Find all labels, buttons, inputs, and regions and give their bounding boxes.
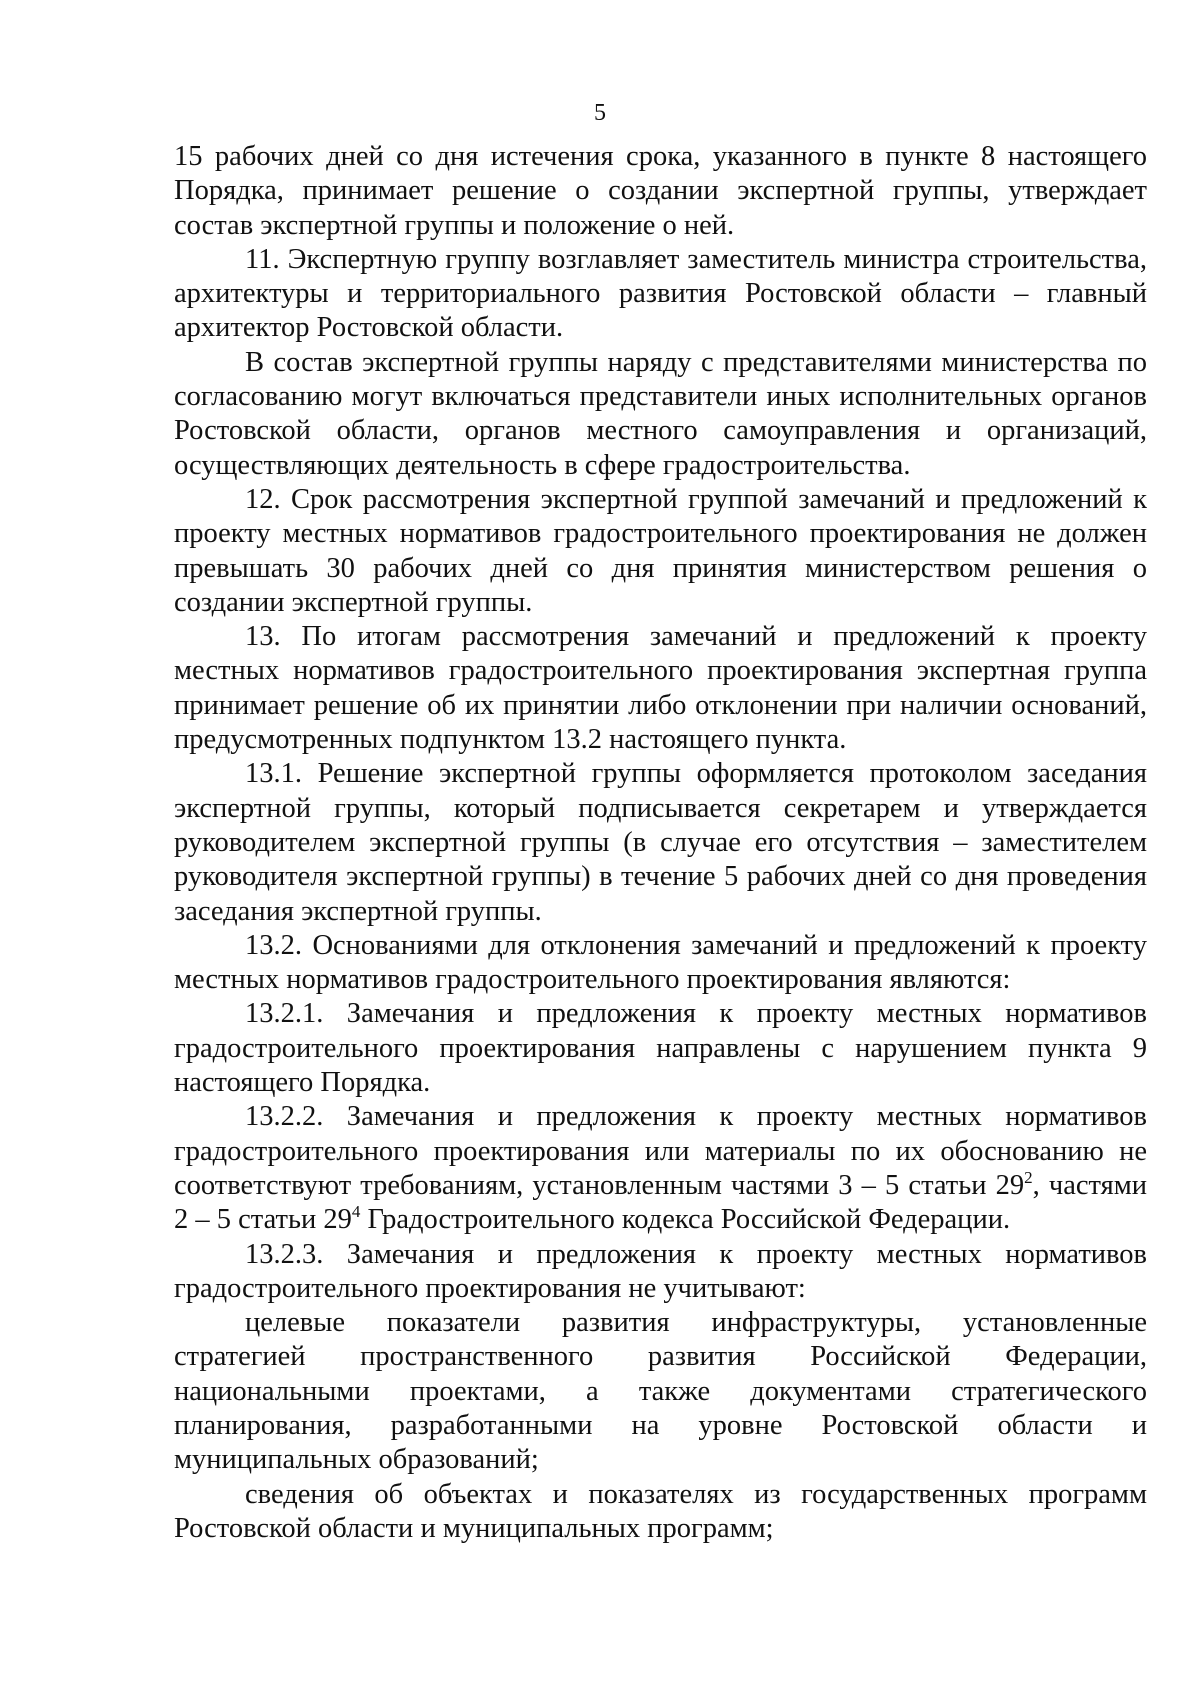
paragraph-11: 11. Экспертную группу возглавляет заместитель министра строительства, архитектуры и территориального развития Ростовской области – главный архитектор Ростовской области. — [174, 243, 1147, 344]
paragraph-continuation: 15 рабочих дней со дня истечения срока, указанного в пункте 8 настоящего Порядка, принимает решение о создании экспертной группы, утверждает состав экспертной группы и положение о ней. — [174, 141, 1147, 241]
paragraph-13-1: 13.1. Решение экспертной группы оформляется протоколом заседания экспертной группы, который подписывается секретарем и утверждается руководителем экспертной группы (в случае его отсутствия – заместителем руководителя экспертной группы) в течение 5 рабочих дней со дня проведения заседания экспертной группы. — [174, 758, 1147, 927]
page-number: 5 — [594, 100, 606, 126]
paragraph-13-2-1: 13.2.1. Замечания и предложения к проекту местных нормативов градостроительного проектирования направлены с нарушением пункта 9 настоящего Порядка. — [174, 998, 1147, 1099]
list-item-target-indicators: целевые показатели развития инфраструктуры, установленные стратегией пространственного развития Российской Федерации, национальными проектами, а также документами стратегического планирования, разработанными на уровне Ростовской области и муниципальных образований; — [174, 1307, 1147, 1476]
paragraph-13-2-2-part-c: Градостроительного кодекса Российской Федерации. — [360, 1204, 1011, 1236]
paragraph-13-2-2 — [174, 1100, 1147, 1237]
paragraph-11-composition: В состав экспертной группы наряду с представителями министерства по согласованию могут включаться представители иных исполнительных органов Ростовской области, органов местного самоуправления и организаций, осуществляющих деятельность в сфере градостроительства. — [174, 346, 1147, 481]
paragraph-13-2-3: 13.2.3. Замечания и предложения к проекту местных нормативов градостроительного проектирования не учитывают: — [174, 1238, 1147, 1304]
paragraph-13-2-2-part-b: , частями 2 – 5 статьи 29 — [174, 1169, 1148, 1236]
superscript-2: 2 — [1024, 1167, 1033, 1187]
paragraph-12: 12. Срок рассмотрения экспертной группой замечаний и предложений к проекту местных нормативов градостроительного проектирования не должен превышать 30 рабочих дней со дня принятия министерством решения о создании экспертной группы. — [174, 483, 1147, 618]
paragraph-13-2-2-part-a: 13.2.2. Замечания и предложения к проекту местных нормативов градостроительного проектирования или материалы по их обоснованию не соответствуют требованиям, установленным частями 3 – 5 статьи 29 — [174, 1101, 1147, 1201]
paragraph-13-2: 13.2. Основаниями для отклонения замечаний и предложений к проекту местных нормативов градостроительного проектирования являются: — [174, 929, 1147, 996]
list-item-programs-info: сведения об объектах и показателях из государственных программ Ростовской области и муниципальных программ; — [174, 1478, 1147, 1544]
superscript-4: 4 — [351, 1202, 361, 1222]
paragraph-13: 13. По итогам рассмотрения замечаний и предложений к проекту местных нормативов градостроительного проектирования экспертная группа принимает решение об их принятии либо отклонении при наличии оснований, предусмотренных подпунктом 13.2 настоящего пункта. — [174, 621, 1147, 756]
document-body — [174, 140, 1147, 1546]
